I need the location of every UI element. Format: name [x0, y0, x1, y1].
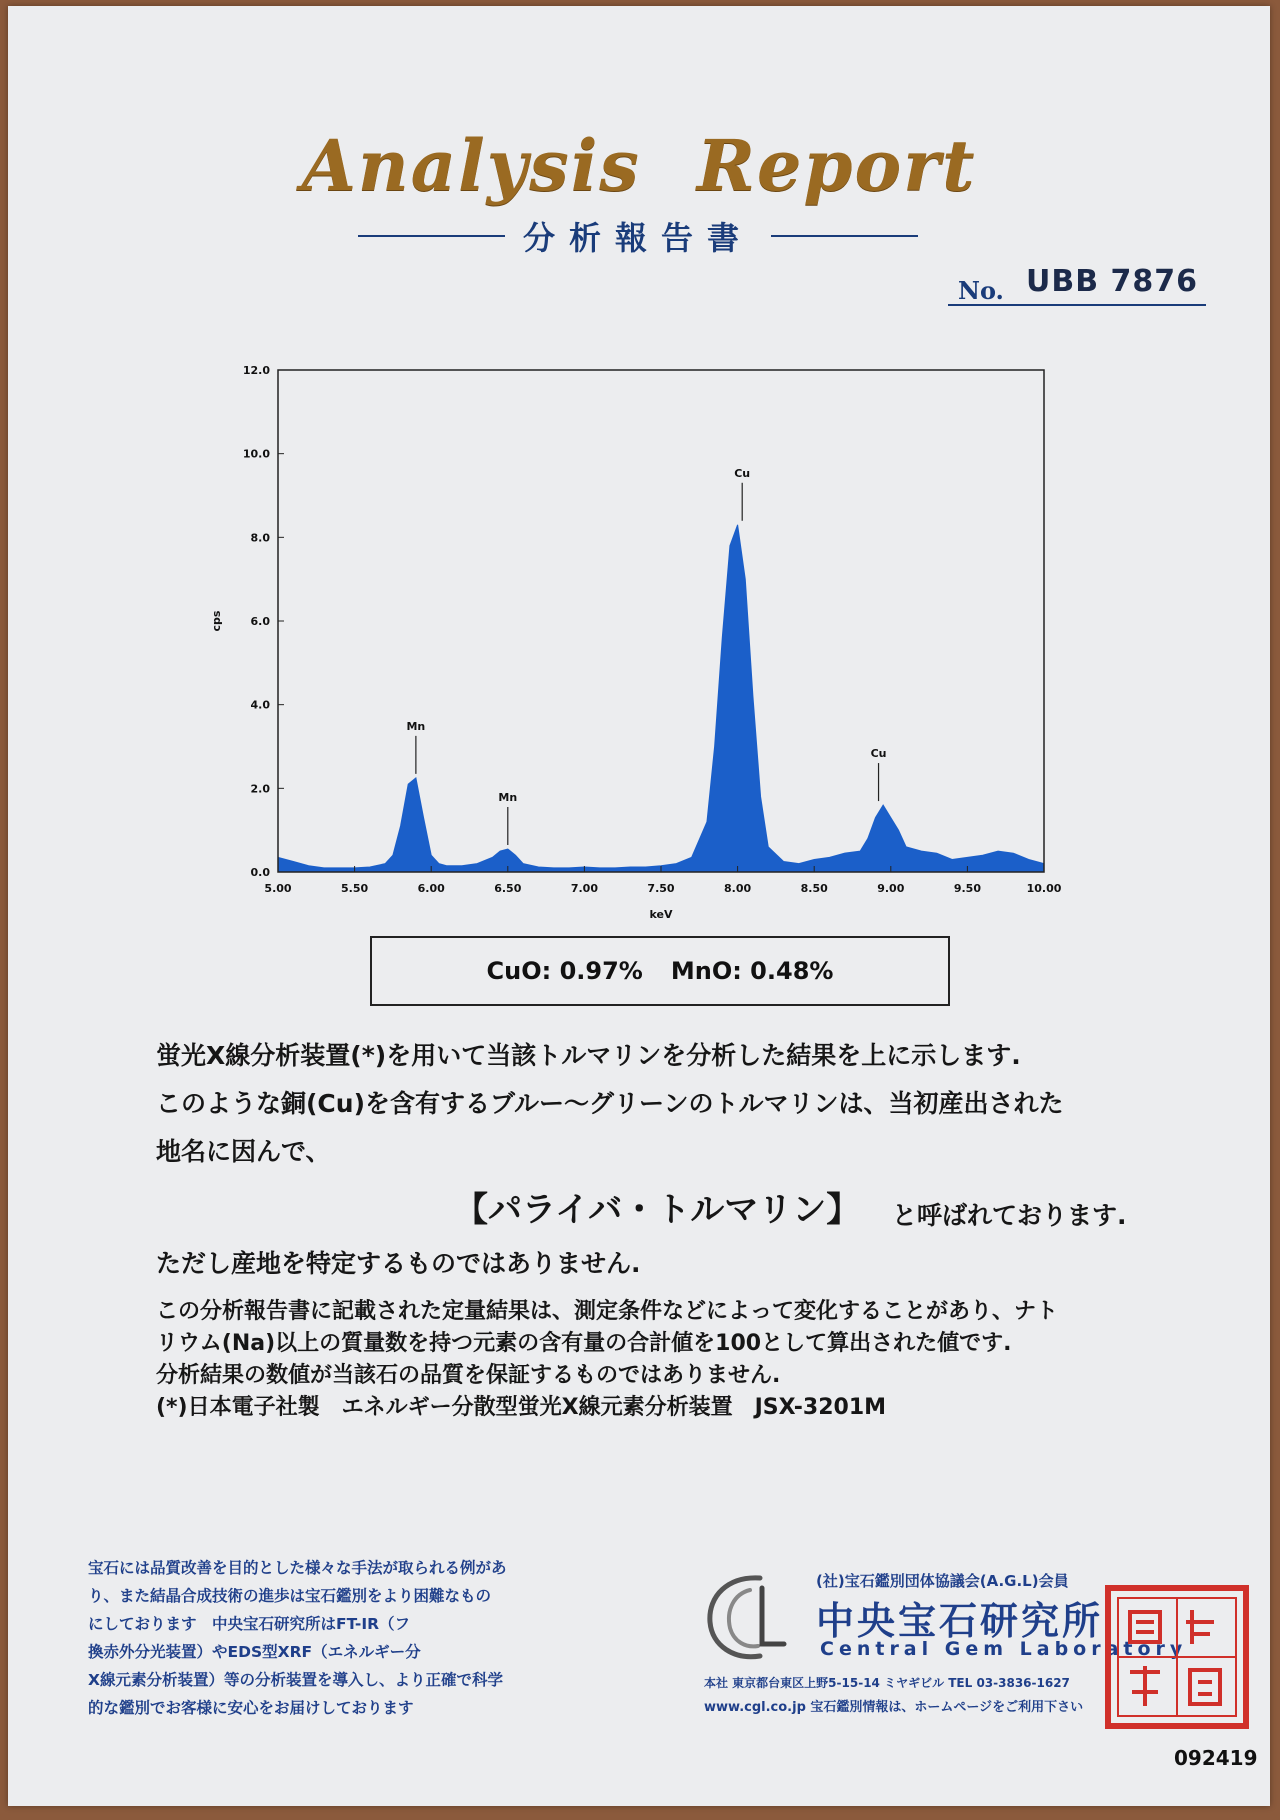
peak-label: Cu	[734, 466, 751, 480]
subtitle-row	[358, 216, 918, 256]
note-line-4: (*)日本電子社製 エネルギー分散型蛍光X線元素分析装置 JSX-3201M	[156, 1395, 887, 1420]
lab-name-jp: 中央宝石研究所	[816, 1599, 1104, 1643]
body-called: と呼ばれております.	[892, 1201, 1127, 1230]
serial-number: 092419	[1174, 1746, 1258, 1770]
spectrum-area	[278, 525, 1044, 872]
y-tick-label: 2.0	[250, 782, 270, 796]
footer-line: にしております 中央宝石研究所はFT-IR（フ	[88, 1615, 411, 1633]
mno-result: MnO: 0.48%	[670, 957, 834, 985]
x-tick-label: 9.50	[953, 882, 981, 895]
footer-line: 的な鑑別でお客様に安心をお届けしております	[88, 1699, 414, 1717]
lab-address: 本社 東京都台東区上野5-15-14 ミヤギビル TEL 03-3836-1627	[704, 1676, 1070, 1690]
agl-member-label: (社)宝石鑑別団体協議会(A.G.L)会員	[816, 1572, 1069, 1590]
report-title	[8, 124, 1270, 207]
footer-disclaimer	[88, 1554, 628, 1722]
peak-label: Mn	[406, 719, 426, 733]
plot-frame	[278, 370, 1044, 872]
x-tick-label: 8.50	[800, 882, 828, 895]
note-line-3: 分析結果の数値が当該石の品質を保証するものではありません.	[156, 1363, 781, 1388]
red-seal-stamp-icon	[1102, 1582, 1252, 1732]
xrf-spectrum-chart	[198, 358, 1078, 938]
x-tick-label: 9.00	[877, 882, 905, 895]
lab-name-en: Central Gem Laboratory	[820, 1638, 1188, 1660]
lab-website: www.cgl.co.jp 宝石鑑別情報は、ホームページをご利用下さい	[704, 1700, 1084, 1715]
paraiba-tourmaline-name: 【パライバ・トルマリン】	[454, 1190, 861, 1230]
subtitle-rule-left	[358, 235, 505, 237]
result-box	[370, 936, 950, 1006]
x-tick-label: 5.50	[341, 882, 369, 895]
x-tick-label: 6.00	[417, 882, 445, 895]
cuo-result: CuO: 0.97%	[486, 957, 643, 985]
report-number-value: UBB 7876	[1026, 264, 1199, 299]
x-tick-label: 6.50	[494, 882, 522, 895]
x-axis-label: keV	[649, 908, 673, 921]
body-line-5: ただし産地を特定するものではありません.	[156, 1249, 641, 1278]
note-line-1: この分析報告書に記載された定量結果は、測定条件などによって変化することがあり、ナト	[156, 1299, 1059, 1324]
report-number	[948, 262, 1206, 306]
title-word-report: Report	[696, 124, 977, 207]
peak-label: Cu	[870, 747, 887, 761]
y-tick-label: 12.0	[242, 364, 270, 377]
body-line-2: このような銅(Cu)を含有するブルー～グリーンのトルマリンは、当初産出された	[156, 1089, 1064, 1118]
y-tick-label: 10.0	[242, 447, 270, 461]
body-line-1: 蛍光X線分析装置(*)を用いて当該トルマリンを分析した結果を上に示します.	[156, 1041, 1021, 1070]
footer-line: り、また結晶合成技術の進歩は宝石鑑別をより困難なもの	[88, 1587, 492, 1605]
peak-label: Mn	[498, 790, 518, 804]
footer-line: 換赤外分光装置）やEDS型XRF（エネルギー分	[88, 1643, 421, 1661]
body-line-3: 地名に因んで、	[156, 1137, 331, 1166]
title-word-analysis: Analysis	[301, 124, 641, 207]
subtitle-rule-right	[771, 235, 918, 237]
y-tick-label: 0.0	[250, 866, 270, 879]
x-tick-label: 5.00	[264, 882, 292, 895]
analysis-report-page	[8, 6, 1270, 1806]
x-tick-label: 7.00	[570, 882, 598, 895]
y-axis-label: cps	[210, 610, 223, 632]
y-tick-label: 4.0	[250, 698, 270, 712]
report-subtitle-jp: 分析報告書	[523, 219, 754, 257]
note-line-2: リウム(Na)以上の質量数を持つ元素の含有量の合計値を100として算出された値です.	[156, 1331, 1012, 1356]
x-tick-label: 8.00	[724, 882, 752, 895]
y-tick-label: 8.0	[250, 531, 270, 545]
x-tick-label: 7.50	[647, 882, 675, 895]
footer-line: 宝石には品質改善を目的とした様々な手法が取られる例があ	[88, 1559, 507, 1577]
x-tick-label: 10.00	[1026, 882, 1062, 895]
report-number-label: No.	[958, 276, 1004, 305]
y-tick-label: 6.0	[250, 615, 270, 628]
cgl-logo-icon	[698, 1566, 798, 1666]
footer-line: X線元素分析装置）等の分析装置を導入し、より正確で科学	[88, 1671, 503, 1689]
